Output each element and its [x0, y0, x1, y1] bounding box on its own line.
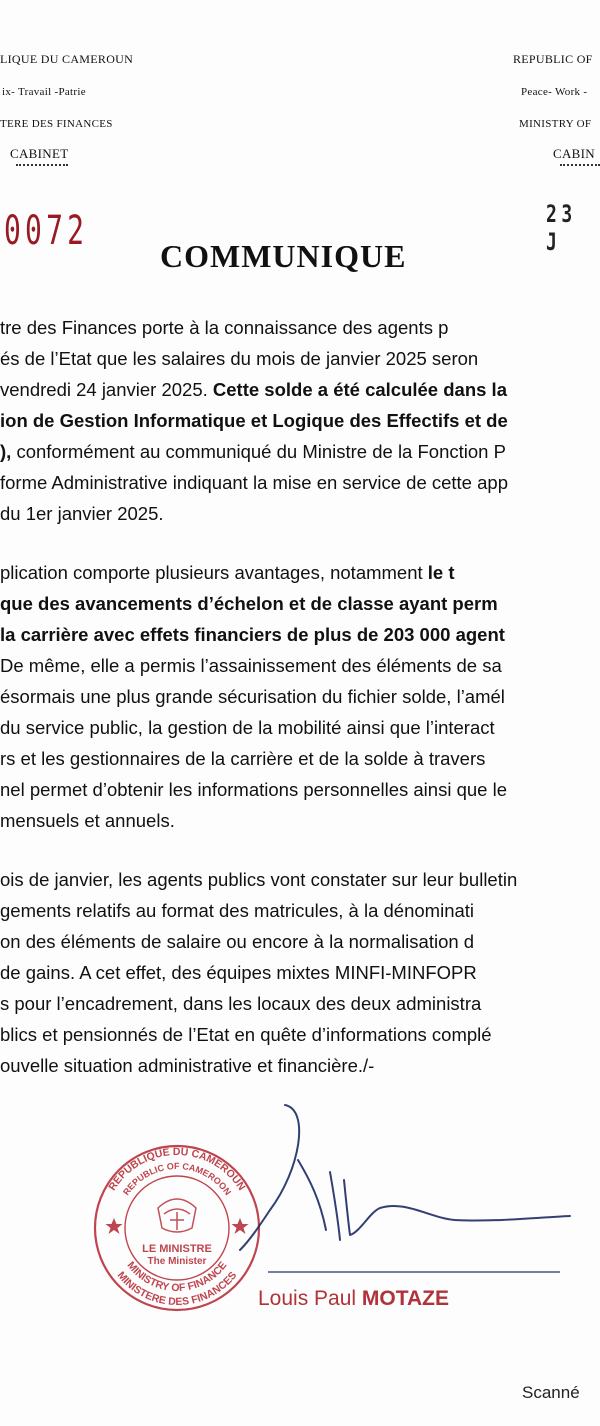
bold-text-run: ion de Gestion Informatique et Logique des Effectifs et de — [0, 410, 508, 431]
handwritten-signature — [230, 1100, 600, 1280]
body-line — [0, 1021, 492, 1049]
text-run: du service public, la gestion de la mobilité ainsi que l’interact — [0, 717, 495, 738]
text-run: s pour l’encadrement, dans les locaux des deux administra — [0, 993, 482, 1014]
text-run: de gains. A cet effet, des équipes mixtes MINFI-MINFOPR — [0, 962, 477, 983]
bold-text-run: que des avancements d’échelon et de classe ayant perm — [0, 593, 498, 614]
text-run: nel permet d’obtenir les informations personnelles ainsi que le — [0, 779, 507, 800]
header-right-divider — [560, 164, 600, 166]
header-left-motto: ix- Travail -Patrie — [2, 86, 86, 98]
header-right-ministry: MINISTRY OF — [519, 118, 592, 130]
text-run: ouvelle situation administrative et financière./- — [0, 1055, 375, 1076]
body-line — [0, 590, 498, 618]
date-stamp: 23 J — [546, 200, 577, 256]
seal-center-fr: LE MINISTRE — [142, 1243, 212, 1255]
body-line — [0, 990, 481, 1018]
header-left-divider — [16, 164, 68, 166]
bold-text-run: le t — [427, 562, 455, 583]
body-line — [0, 652, 502, 680]
text-run: conformément au communiqué du Ministre de la Fonction P — [11, 441, 506, 462]
text-run: vendredi 24 janvier 2025. — [0, 379, 213, 400]
text-run: blics et pensionnés de l’Etat en quête d’informations complé — [0, 1024, 492, 1045]
seal-inner-top-text: REPUBLIC OF CAMEROON — [120, 1161, 234, 1197]
body-line — [0, 959, 477, 987]
bold-text-run: la carrière avec effets financiers de plus de 203 000 agent — [0, 624, 505, 645]
text-run: on des éléments de salaire ou encore à la normalisation d — [0, 931, 475, 952]
body-line — [0, 559, 455, 587]
signatory-surname: MOTAZE — [361, 1287, 450, 1310]
signatory-first-names: Louis Paul — [258, 1287, 357, 1310]
seal-emblem — [158, 1199, 196, 1232]
text-run: ésormais une plus grande sécurisation du fichier solde, l’amél — [0, 686, 505, 707]
text-run: forme Administrative indiquant la mise en service de cette app — [0, 472, 508, 493]
body-line — [0, 407, 508, 435]
body-line — [0, 345, 478, 373]
body-line — [0, 866, 517, 894]
seal-star-left — [106, 1218, 123, 1234]
body-line — [0, 897, 474, 925]
seal-center-en: The Minister — [147, 1256, 207, 1267]
text-run: plication comporte plusieurs avantages, notamment — [0, 562, 428, 583]
body-line — [0, 776, 507, 804]
seal-outer-top-text: REPUBLIQUE DU CAMEROUN — [106, 1145, 248, 1193]
body-line — [0, 314, 448, 342]
scan-watermark: Scanné — [522, 1383, 580, 1402]
text-run: du 1er janvier 2025. — [0, 503, 164, 524]
header-left-office: CABINET — [10, 146, 69, 161]
body-line — [0, 469, 508, 497]
text-run: mensuels et annuels. — [0, 810, 175, 831]
header-right-office: CABIN — [553, 146, 595, 161]
text-run: tre des Finances porte à la connaissance des agents p — [0, 317, 449, 338]
body-line — [0, 438, 506, 466]
signatory-name — [258, 1287, 449, 1311]
header-left-country: LIQUE DU CAMEROUN — [0, 52, 134, 66]
header-left-ministry: TERE DES FINANCES — [0, 118, 113, 130]
seal-outer-bottom-text: MINISTERE DES FINANCES — [114, 1269, 240, 1309]
seal-inner-bottom-text: MINISTRY OF FINANCE — [124, 1259, 230, 1295]
body-line — [0, 683, 505, 711]
text-run: gements relatifs au format des matricules, à la dénominati — [0, 900, 475, 921]
bold-text-run: Cette solde a été calculée dans la — [212, 379, 507, 400]
body-line — [0, 621, 505, 649]
body-line — [0, 928, 474, 956]
bold-text-run: ), — [0, 441, 12, 462]
header-right-country: REPUBLIC OF — [513, 52, 593, 66]
text-run: ois de janvier, les agents publics vont constater sur leur bulletin — [0, 869, 518, 890]
text-run: és de l’Etat que les salaires du mois de janvier 2025 seron — [0, 348, 479, 369]
text-run: rs et les gestionnaires de la carrière et de la solde à travers — [0, 748, 486, 769]
body-line — [0, 376, 507, 404]
document-title: COMMUNIQUE — [160, 238, 407, 274]
body-line — [0, 745, 485, 773]
body-line — [0, 714, 495, 742]
text-run: De même, elle a permis l’assainissement des éléments de sa — [0, 655, 502, 676]
body-line — [0, 807, 175, 835]
header-right-motto: Peace- Work - — [521, 86, 588, 98]
body-line — [0, 1052, 374, 1080]
reference-number-stamp: 0072 — [4, 208, 89, 254]
body-line — [0, 500, 164, 528]
